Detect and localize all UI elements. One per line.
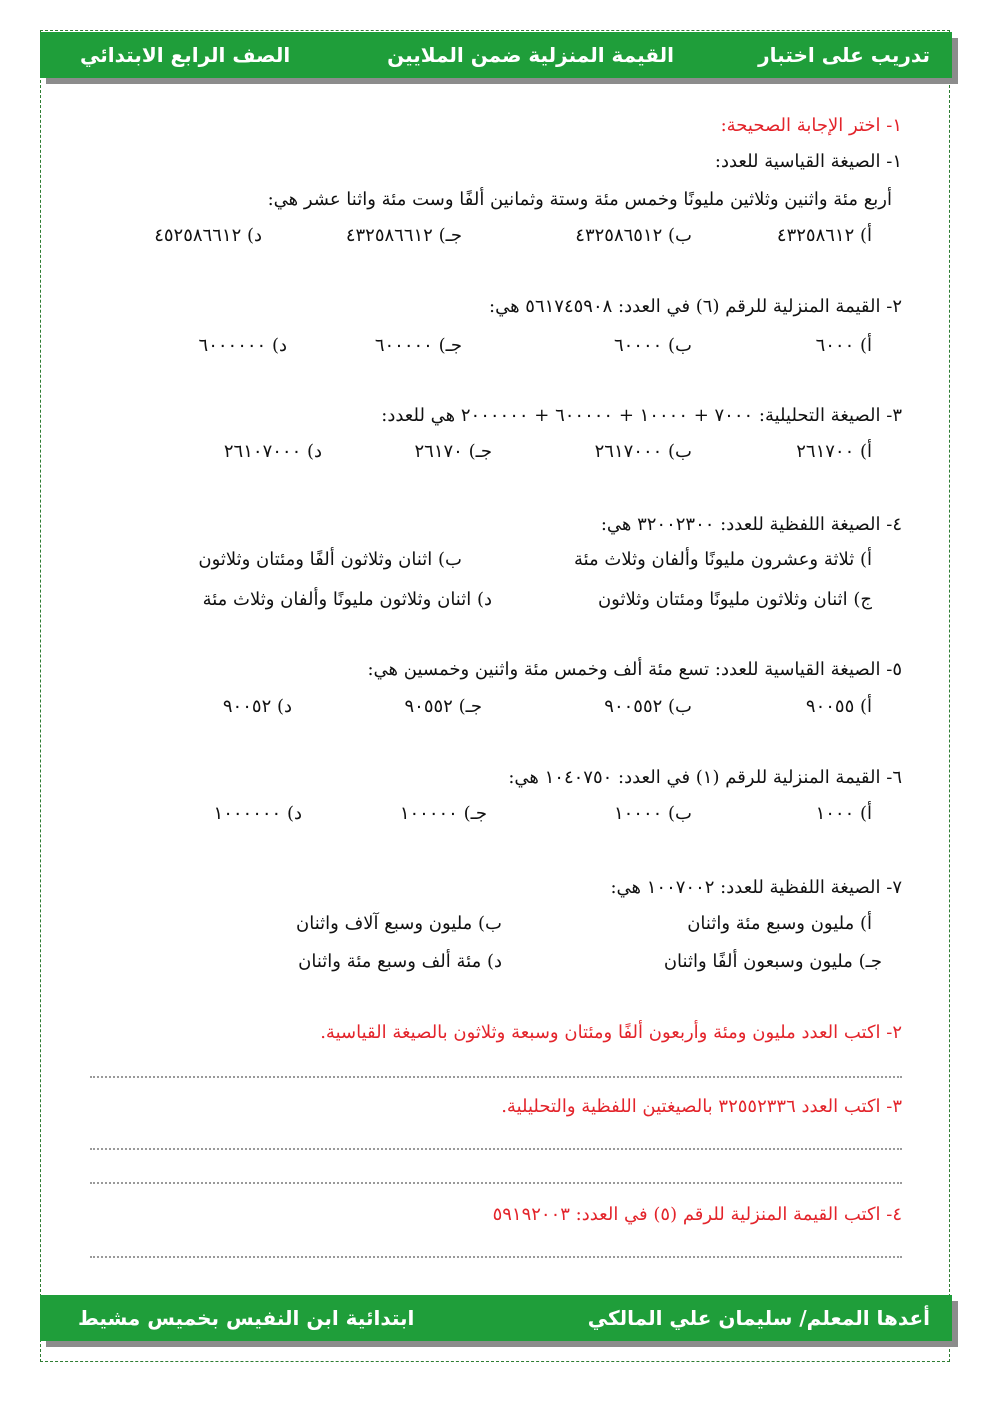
answer-line-3b[interactable] xyxy=(90,1182,902,1184)
footer-bar xyxy=(40,1295,952,1341)
q2-option-a[interactable]: أ) ٦٠٠٠ xyxy=(815,335,872,356)
q1-option-b[interactable]: ب) ٤٣٢٥٨٦٥١٢ xyxy=(575,225,692,246)
q6-option-d[interactable]: د) ١٠٠٠٠٠٠ xyxy=(213,803,302,824)
q1-option-d[interactable]: د) ٤٥٢٥٨٦٦١٢ xyxy=(154,225,262,246)
q3-option-a[interactable]: أ) ٢٦١٧٠٠ xyxy=(796,441,872,462)
q7-line1: ٧- الصيغة اللفظية للعدد: ١٠٠٧٠٠٢ هي: xyxy=(610,877,902,898)
header-lesson-title: القيمة المنزلية ضمن الملايين xyxy=(387,43,674,67)
q6-option-b[interactable]: ب) ١٠٠٠٠ xyxy=(613,803,692,824)
q7-option-b[interactable]: ب) مليون وسبع آلاف واثنان xyxy=(296,913,502,934)
q4-option-c[interactable]: ج) اثنان وثلاثون مليونًا ومئتان وثلاثون xyxy=(597,589,872,610)
header-bar xyxy=(40,32,952,78)
q6-option-a[interactable]: أ) ١٠٠٠ xyxy=(815,803,872,824)
q1-option-a[interactable]: أ) ٤٣٢٥٨٦١٢ xyxy=(776,225,872,246)
section3-title: ٣- اكتب العدد ٣٢٥٥٢٣٣٦ بالصيغتين اللفظية والتحليلية. xyxy=(501,1096,902,1117)
section2-title: ٢- اكتب العدد مليون ومئة وأربعون ألفًا ومئتان وسبعة وثلاثون بالصيغة القياسية. xyxy=(320,1022,902,1043)
q3-option-c[interactable]: جـ) ٢٦١٧٠ xyxy=(414,441,492,462)
answer-line-2[interactable] xyxy=(90,1076,902,1078)
q5-option-d[interactable]: د) ٩٠٠٥٢ xyxy=(222,696,292,717)
q7-option-a[interactable]: أ) مليون وسبع مئة واثنان xyxy=(687,913,872,934)
q2-line1: ٢- القيمة المنزلية للرقم (٦) في العدد: ٥٦١٧٤٥٩٠٨ هي: xyxy=(489,296,902,317)
q6-line1: ٦- القيمة المنزلية للرقم (١) في العدد: ١٠٤٠٧٥٠ هي: xyxy=(508,767,902,788)
header-exam-title: تدريب على اختبار xyxy=(758,43,930,67)
answer-line-4[interactable] xyxy=(90,1256,902,1258)
section4-title: ٤- اكتب القيمة المنزلية للرقم (٥) في العدد: ٥٩١٩٢٠٠٣ xyxy=(492,1204,902,1225)
section1-title: ١- اختر الإجابة الصحيحة: xyxy=(720,115,902,136)
q4-option-d[interactable]: د) اثنان وثلاثون مليونًا وألفان وثلاث مئة xyxy=(202,589,492,610)
footer-teacher: أعدها المعلم/ سليمان علي المالكي xyxy=(587,1306,930,1330)
q7-option-d[interactable]: د) مئة ألف وسبع مئة واثنان xyxy=(298,951,502,972)
q4-line1: ٤- الصيغة اللفظية للعدد: ٣٢٠٠٢٣٠٠ هي: xyxy=(600,514,902,535)
q2-option-b[interactable]: ب) ٦٠٠٠٠ xyxy=(613,335,692,356)
q3-line1: ٣- الصيغة التحليلية: ٧٠٠٠ + ١٠٠٠٠ + ٦٠٠٠٠٠ + ٢٠٠٠٠٠٠ هي للعدد: xyxy=(381,405,902,426)
q4-option-b[interactable]: ب) اثنان وثلاثون ألفًا ومئتان وثلاثون xyxy=(198,549,462,570)
q5-option-a[interactable]: أ) ٩٠٠٥٥ xyxy=(805,696,872,717)
q1-option-c[interactable]: جـ) ٤٣٢٥٨٦٦١٢ xyxy=(345,225,462,246)
q7-option-c[interactable]: جـ) مليون وسبعون ألفًا واثنان xyxy=(663,951,882,972)
q3-option-d[interactable]: د) ٢٦١٠٧٠٠٠ xyxy=(223,441,322,462)
q2-option-d[interactable]: د) ٦٠٠٠٠٠٠ xyxy=(198,335,287,356)
q5-option-c[interactable]: جـ) ٩٠٥٥٢ xyxy=(404,696,482,717)
header-grade: الصف الرابع الابتدائي xyxy=(80,43,291,67)
q6-option-c[interactable]: جـ) ١٠٠٠٠٠ xyxy=(399,803,487,824)
q1-line2: أربع مئة واثنين وثلاثين مليونًا وخمس مئة وستة وثمانين ألفًا وست مئة واثنا عشر هي: xyxy=(267,189,892,210)
footer-school: ابتدائية ابن النفيس بخميس مشيط xyxy=(78,1306,415,1330)
answer-line-3a[interactable] xyxy=(90,1148,902,1150)
q1-line1: ١- الصيغة القياسية للعدد: xyxy=(714,151,902,172)
q2-option-c[interactable]: جـ) ٦٠٠٠٠٠ xyxy=(374,335,462,356)
q3-option-b[interactable]: ب) ٢٦١٧٠٠٠ xyxy=(594,441,692,462)
q5-option-b[interactable]: ب) ٩٠٠٥٥٢ xyxy=(604,696,692,717)
q4-option-a[interactable]: أ) ثلاثة وعشرون مليونًا وألفان وثلاث مئة xyxy=(573,549,872,570)
q5-line1: ٥- الصيغة القياسية للعدد: تسع مئة ألف وخمس مئة واثنين وخمسين هي: xyxy=(367,659,902,680)
